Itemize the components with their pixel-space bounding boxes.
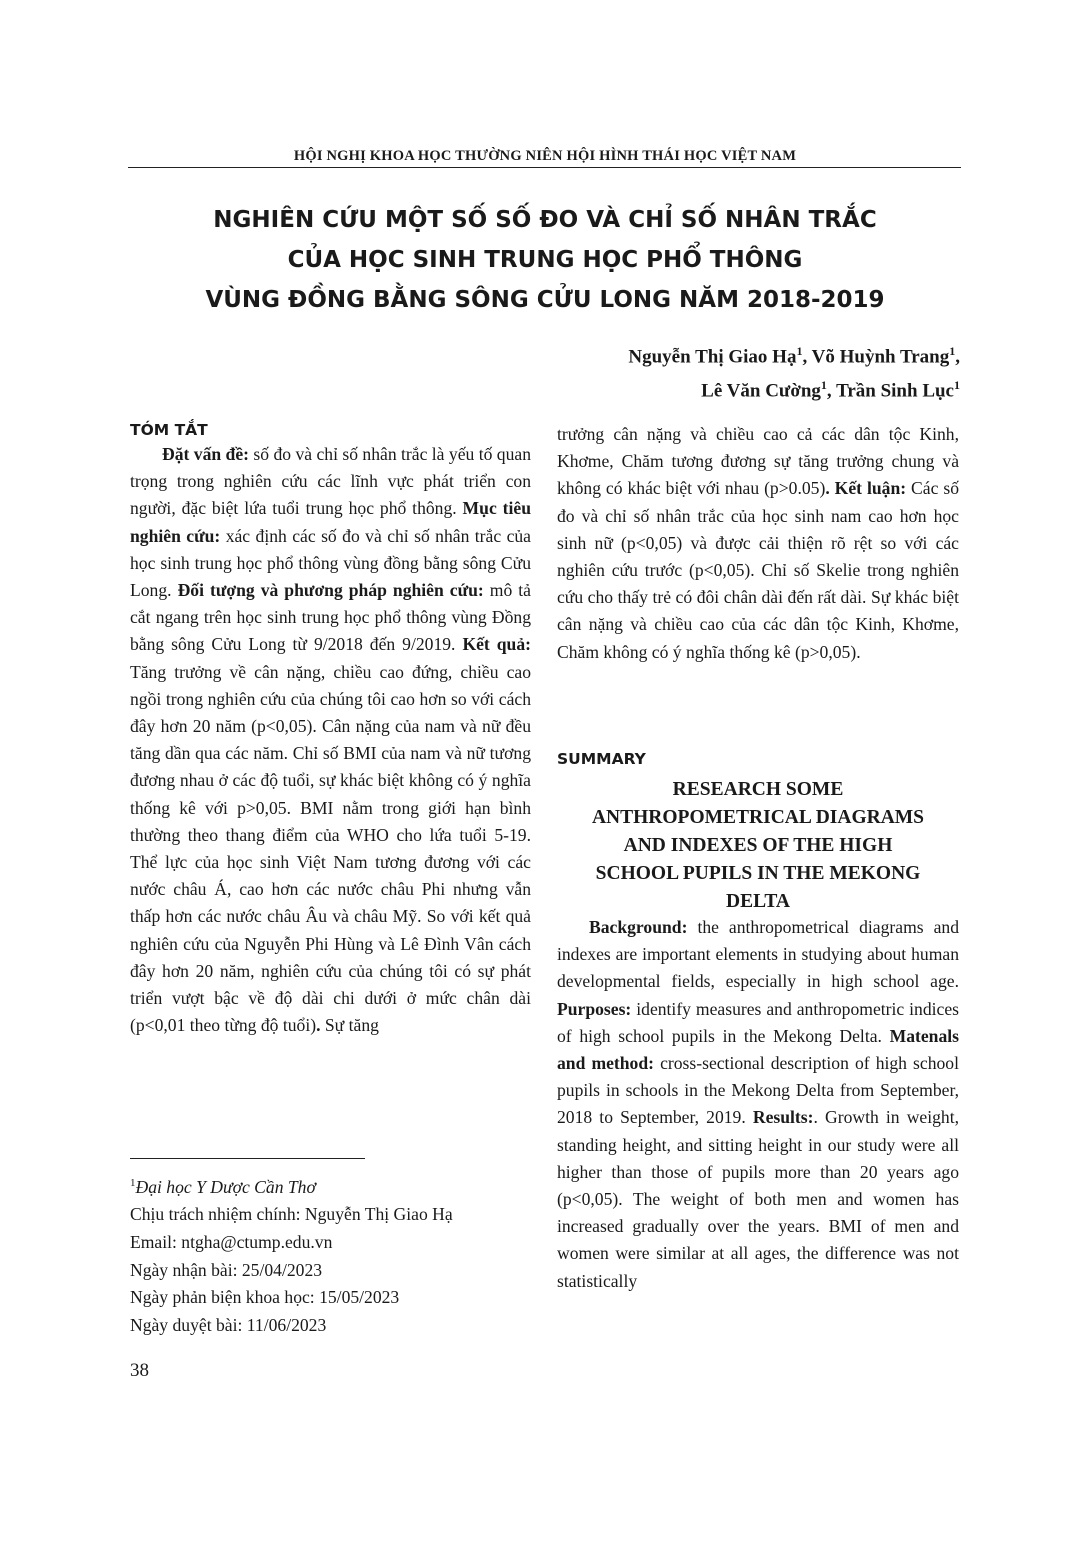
author-name: Trần Sinh Lục [836,380,954,402]
title-line-2: CỦA HỌC SINH TRUNG HỌC PHỔ THÔNG [287,247,803,273]
header-rule [128,167,961,168]
review-date: Ngày phản biện khoa học: 15/05/2023 [130,1287,400,1308]
purposes-text: identify measures and anthropometric indices of high school pupils in the Mekong Delta. [557,998,959,1046]
email: Email: ntgha@ctump.edu.vn [130,1232,333,1253]
objective-text: xác định các số đo và chỉ số nhân trắc của học sinh trung học phổ thông vùng đồng bằng sông Cửu Long. [130,525,531,601]
abstract-vn-continued [557,421,959,666]
conclusion-label: Kết luận: [834,478,907,499]
affiliation-mark: 1 [949,344,956,358]
objective-label: Mục tiêu nghiên cứu: [130,498,531,546]
author-line-2: Lê Văn Cường$^1$, Trần Sinh Lục$^1$ [701,378,960,402]
accepted-date: Ngày duyệt bài: 11/06/2023 [130,1314,327,1335]
background-text: the anthropometrical diagrams and indexes are important elements in studying about human developmental fields, especially in high school age. [557,917,959,992]
background-label: Đặt vấn đề: [162,444,250,464]
english-title-line: SCHOOL PUPILS IN THE MEKONG [595,863,921,884]
footnotes [130,1170,453,1339]
materials-label: Matenals and method: [557,1025,959,1074]
author-line-1: Nguyễn Thị Giao Hạ$^1$, Võ Huỳnh Trang$^1$, [628,344,960,368]
author-name: Lê Văn Cường [701,380,821,402]
english-title-line: ANTHROPOMETRICAL DIAGRAMS [591,807,925,828]
affiliation-mark: 1 [954,378,960,393]
page-number: 38 [130,1360,149,1381]
affiliation-text: Đại học Y Dược Cần Thơ [135,1176,316,1197]
abstract-vn-body [130,441,531,1039]
author-list [628,337,960,406]
background-label: Background: [589,917,688,937]
results-text: Tăng trưởng về cân nặng, chiều cao đứng, chiều cao ngồi trong nghiên cứu của chúng tôi cao hơn so với cách đây hơn 20 năm (p<0,05). Cân nặng của nam và nữ đều tăng dần qua các năm. Chỉ số BMI của nam và nữ tương đương nhau ở các độ tuổi, sự khác biệt không có ý nghĩa thống kê với p>0,05. BMI nằm trong giới hạn bình thường theo thang điểm của WHO cho lứa tuổi 5-19. Thể lực của học sinh Việt Nam tương đương với các nước châu Á, cao hơn các nước châu Phi nhưng vẫn thấp hơn các nước châu Âu và châu Mỹ. So với kết quả nghiên cứu của Nguyễn Phi Hùng và Lê Đình Vân cách đây hơn 20 năm, nghiên cứu của chúng tôi có sự phát triển vượt bậc về độ dài chi dưới ở mức chân dài (p<0,01 theo từng độ tuổi) [130,661,531,1036]
abstract-paragraph [557,421,959,666]
english-title-line: DELTA [726,891,790,912]
method-label: Đối tượng và phương pháp nghiên cứu: [177,580,484,601]
results-label: Kết quả: [462,634,531,655]
background-text: số đo và chỉ số nhân trắc là yếu tố quan trọng trong nghiên cứu các lĩnh vực phát triển con người, đặc biệt lứa tuổi trung học phổ thông. [130,444,531,519]
english-title-line: AND INDEXES OF THE HIGH [623,835,893,856]
results-period: . [316,1015,321,1036]
title-line-1: NGHIÊN CỨU MỘT SỐ SỐ ĐO VÀ CHỈ SỐ NHÂN TRẮC [213,207,877,233]
purposes-label: Purposes: [557,998,632,1019]
results-label: Results: [752,1107,814,1128]
affiliation-mark: 1 [130,1177,136,1189]
corresponding-author: Chịu trách nhiệm chính: Nguyễn Thị Giao Hạ [130,1204,453,1225]
results-text-continued: Sự tăng [320,1015,379,1036]
english-title [557,776,959,916]
affiliation-mark: 1 [820,378,827,393]
author-name: Võ Huỳnh Trang [811,346,950,368]
materials-text: cross-sectional description of high school pupils in schools in the Mekong Delta from September, 2018 to September, 2019. [557,1053,959,1128]
conclusion-text: Các số đo và chỉ số nhân trắc của học sinh nam cao hơn học sinh nữ (p<0,05) và được cải thiện rõ rệt so với các nghiên cứu trước (p<0,05). Chỉ số Skelie trong nghiên cứu cho thấy trẻ có đôi chân dài đến rất dài. Sự khác biệt cân nặng và chiều cao của các dân tộc Kinh, Khơme, Chăm không có ý nghĩa thống kê (p>0,05). [557,478,959,662]
summary-paragraph [557,914,959,1295]
results-text: . Growth in weight, standing height, and sitting height in our study were all higher than those of pupils more than 20 years ago (p<0,05). The weight of both men and women has increased gradually over the years. BMI of men and women were similar at all ages, the difference was not statistically [557,1107,959,1291]
summary-heading: SUMMARY [557,750,646,768]
affiliation-mark: 1 [796,344,803,358]
abstract-paragraph [130,441,531,1039]
continued-text: trưởng cân nặng và chiều cao cả các dân tộc Kinh, Khơme, Chăm tương đương sự tăng trưởng chung và không có khác biệt với nhau (p>0.05) [557,424,959,499]
footnote-rule [130,1158,365,1159]
abstract-heading: TÓM TẮT [130,421,208,439]
english-title-line: RESEARCH SOME [672,779,844,800]
affiliation-footnote [130,1170,453,1201]
journal-header: HỘI NGHỊ KHOA HỌC THƯỜNG NIÊN HỘI HÌNH THÁI HỌC VIỆT NAM [293,148,797,164]
received-date: Ngày nhận bài: 25/04/2023 [130,1259,323,1280]
continued-period: . [825,478,830,499]
method-text: mô tả cắt ngang trên học sinh trung học phổ thông vùng Đồng bằng sông Cửu Long từ 9/2018 đến 9/2019. [130,580,531,655]
title-line-3: VÙNG ĐỒNG BẰNG SÔNG CỬU LONG NĂM 2018-2019 [205,287,885,313]
paper-title [130,200,960,320]
author-name: Nguyễn Thị Giao Hạ [628,346,797,368]
summary-body [557,914,959,1295]
